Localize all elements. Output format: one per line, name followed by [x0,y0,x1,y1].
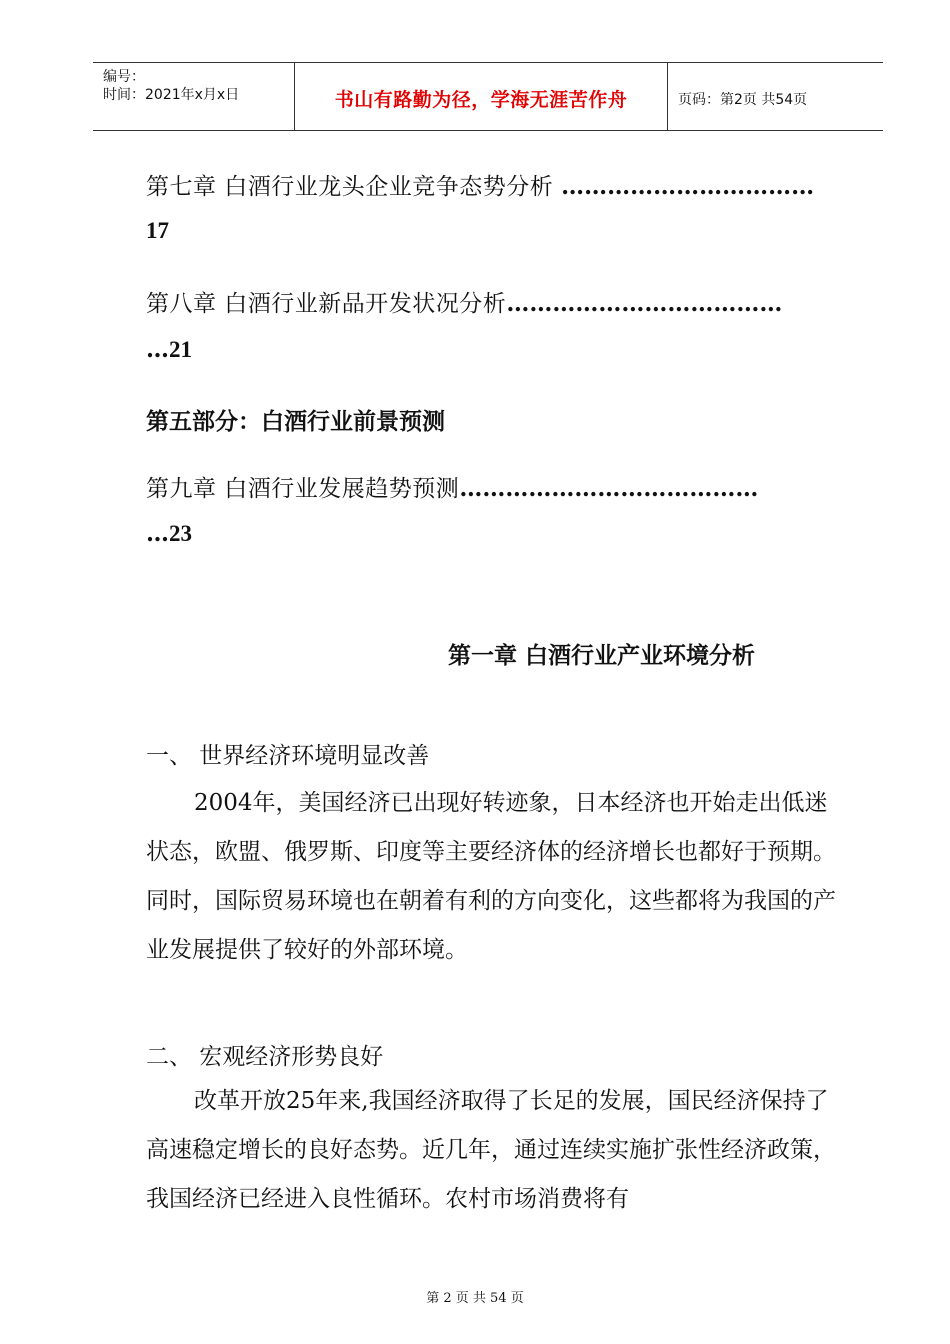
header-meta-cell [93,63,295,130]
section-heading: 二、 宏观经济形势良好 [146,1044,384,1070]
header-motto-cell [295,63,668,130]
toc-page-number: 23 [169,521,192,546]
toc-entry-ch7 [146,168,814,201]
section-body: 改革开放25年来,我国经济取得了长足的发展，国民经济保持了高速稳定增长的良好态势。近几年，通过连续实施扩张性经济政策，我国经济已经进入良性循环。农村市场消费将有 [146,1088,836,1212]
toc-part-heading: 第五部分：白酒行业前景预测 [146,408,445,435]
page-header [93,62,883,131]
header-page-cell [668,63,883,130]
doc-code-label: 编号： [103,69,145,85]
toc-entry-ch8 [146,285,782,318]
toc-dots: … [146,520,169,547]
toc-page-ch7 [146,218,169,244]
toc-dots: ……………………………… [506,290,783,317]
toc-page-number: 21 [169,337,192,362]
header-motto: 书山有路勤为径，学海无涯苦作舟 [334,89,628,111]
doc-time-label: 时间：2021年x月x日 [103,87,240,103]
toc-dots: … [146,336,169,363]
page-footer: 第 2 页 共 54 页 [426,1291,524,1306]
chapter-title: 第一章 白酒行业产业环境分析 [448,642,756,669]
toc-title: 第七章 白酒行业龙头企业竞争态势分析 [146,174,562,200]
toc-page-ch9 [146,520,192,547]
toc-title: 第八章 白酒行业新品开发状况分析 [146,291,507,317]
section-body: 2004年，美国经济已出现好转迹象，日本经济也开始走出低迷状态，欧盟、俄罗斯、印度等主要经济体的经济增长也都好于预期。同时，国际贸易环境也在朝着有利的方向变化，这些都将为我国的产业发展提供了较好的外部环境。 [146,790,836,963]
toc-page-number: 17 [146,218,169,243]
toc-dots: ………………………………… [459,475,759,502]
toc-title: 第九章 白酒行业发展趋势预测 [146,476,460,502]
section-heading: 一、 世界经济环境明显改善 [146,743,430,769]
header-page-info: 页码：第2页 共54页 [678,92,808,108]
toc-entry-ch9 [146,470,758,503]
toc-dots: …………………………… [561,173,815,200]
toc-page-ch8 [146,336,192,363]
